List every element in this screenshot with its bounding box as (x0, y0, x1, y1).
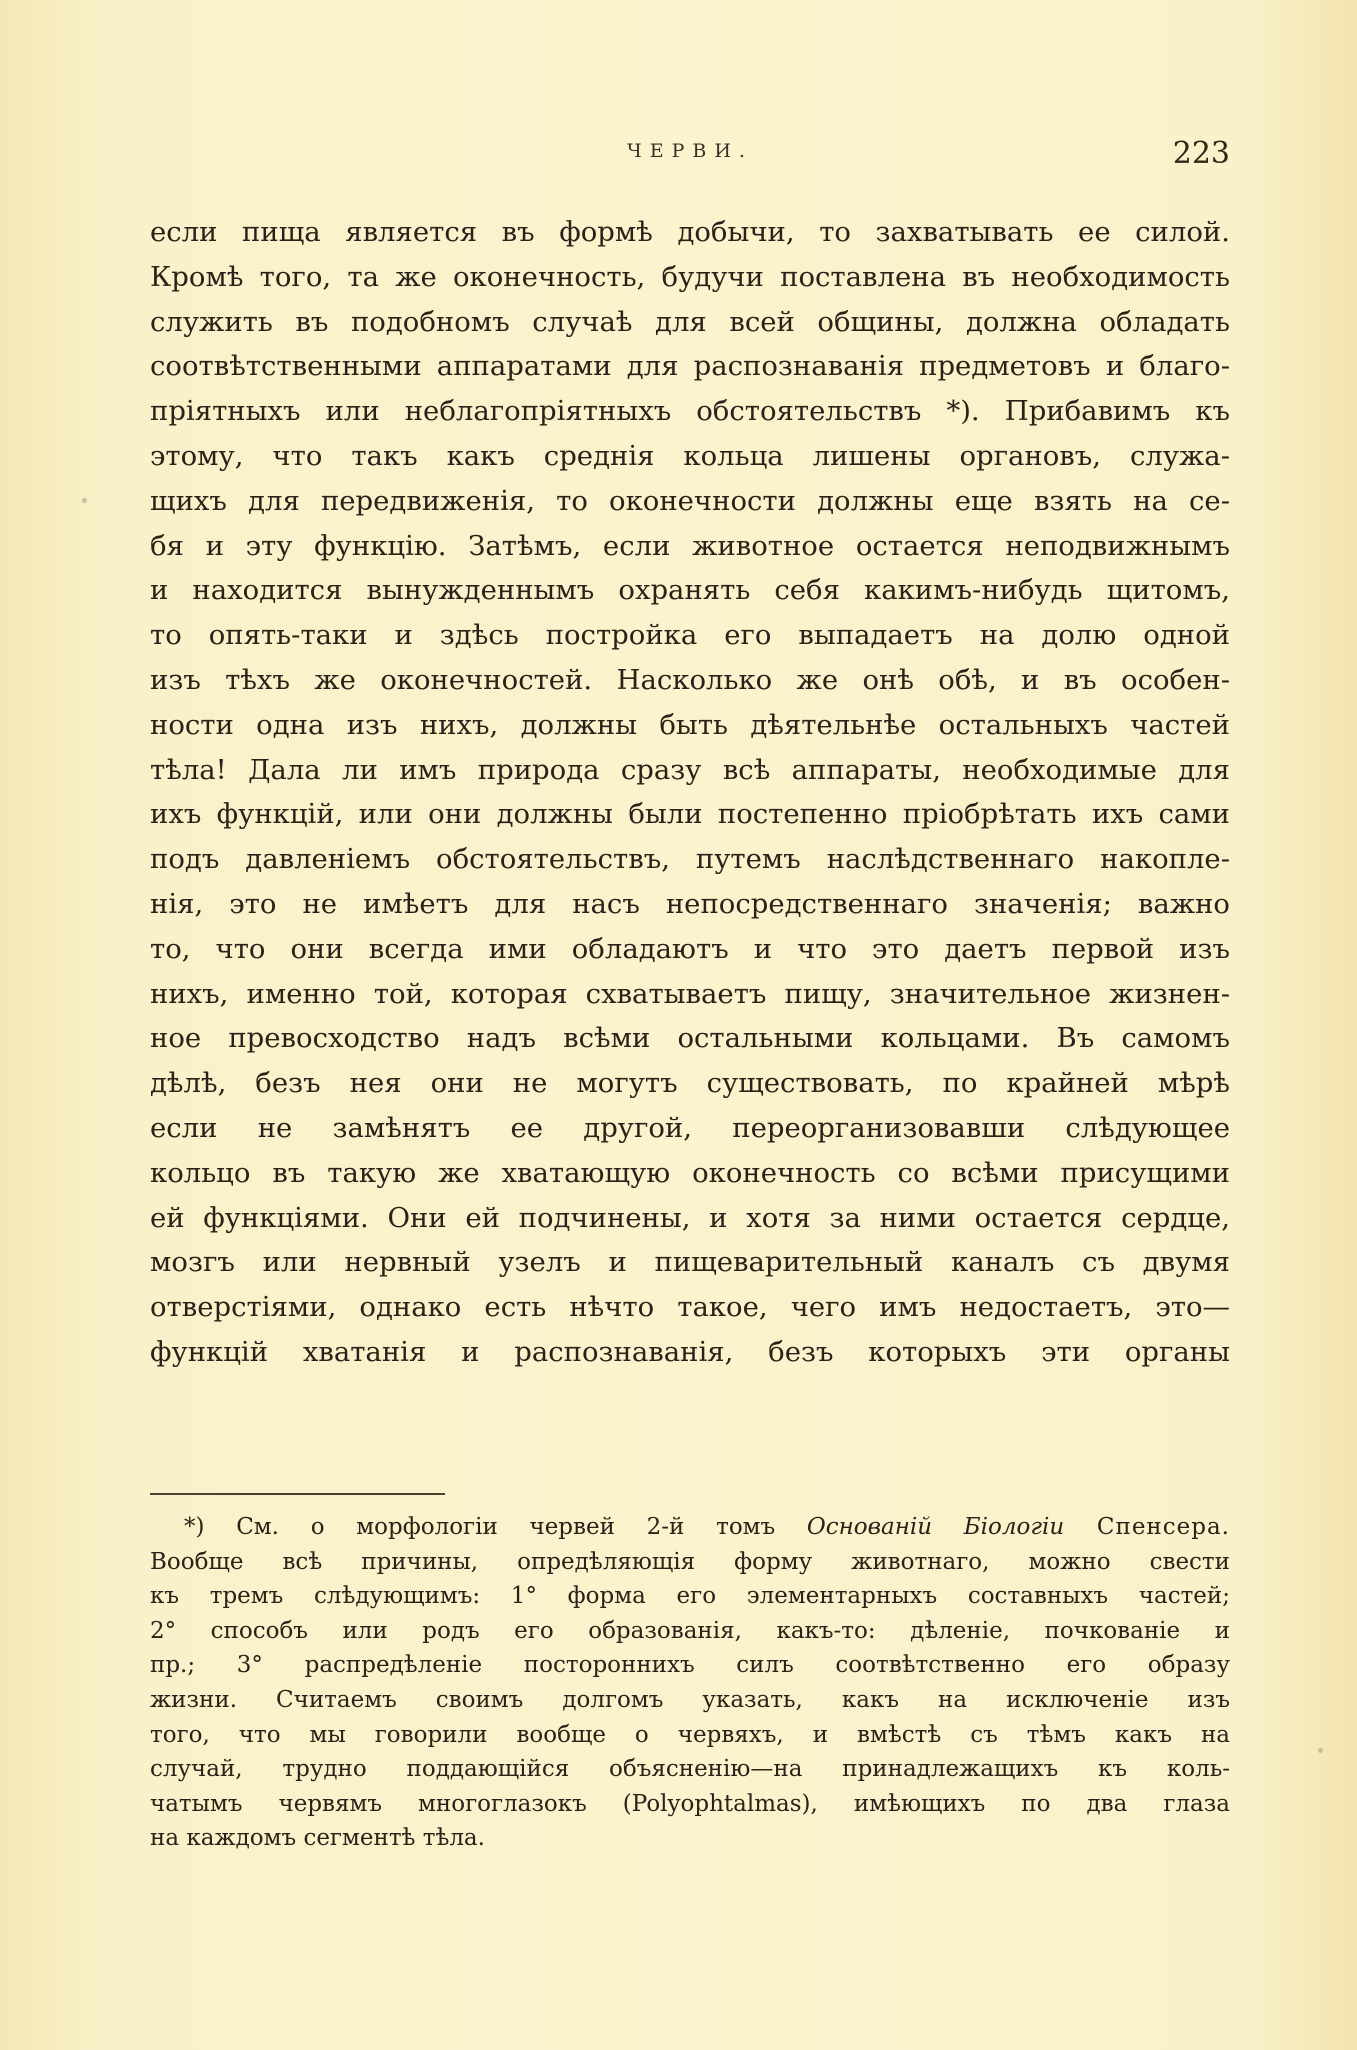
text-line: ное превосходство надъ всѣми остальными кольцами. Въ самомъ (150, 1022, 1230, 1055)
text-line: то опять-таки и здѣсь постройка его выпадаетъ на долю одной (150, 619, 1230, 652)
footnote-line: къ тремъ слѣдующимъ: 1° форма его элементарныхъ составныхъ частей; (150, 1583, 1230, 1610)
text-line: отверстіями, однако есть нѣчто такое, чего имъ недостаетъ, это— (150, 1291, 1230, 1324)
text-line: тѣла! Дала ли имъ природа сразу всѣ аппараты, необходимые для (150, 753, 1230, 786)
footnote (150, 1510, 1230, 1856)
page-header (150, 136, 1230, 176)
text-line: мозгъ или нервный узелъ и пищеварительный каналъ съ двумя (150, 1246, 1230, 1279)
footnote-line: 2° способъ или родъ его образованія, какъ-то: дѣленіе, почкованіе и (150, 1617, 1230, 1644)
footnote-line: того, что мы говорили вообще о червяхъ, и вмѣстѣ съ тѣмъ какъ на (150, 1721, 1230, 1748)
text-line: функцій хватанія и распознаванія, безъ которыхъ эти органы (150, 1335, 1230, 1368)
text-line: ихъ функцій, или они должны были постепенно пріобрѣтать ихъ сами (150, 798, 1230, 831)
paper-speck (1318, 1748, 1323, 1753)
footnote-line: на каждомъ сегментѣ тѣла. (150, 1825, 485, 1852)
footnote-line: случай, трудно поддающійся объясненію—на принадлежащихъ къ коль- (150, 1756, 1230, 1783)
footnote-line: Вообще всѣ причины, опредѣляющія форму животнаго, можно свести (150, 1548, 1230, 1575)
page-number: 223 (1172, 136, 1230, 171)
text-line: если не замѣнятъ ее другой, переорганизовавши слѣдующее (150, 1111, 1230, 1144)
text-line: ности одна изъ нихъ, должны быть дѣятельнѣе остальныхъ частей (150, 708, 1230, 741)
footnote-line: жизни. Считаемъ своимъ долгомъ указать, какъ на исключеніе изъ (150, 1686, 1230, 1713)
text-line: и находится вынужденнымъ охранять себя какимъ-нибудь щитомъ, (150, 574, 1230, 607)
text-line: кольцо въ такую же хватающую оконечность со всѣми присущими (150, 1156, 1230, 1189)
text-line: Кромѣ того, та же оконечность, будучи поставлена въ необходимость (150, 260, 1230, 293)
text-line: пріятныхъ или неблагопріятныхъ обстоятельствъ *). Прибавимъ къ (150, 395, 1230, 428)
footnote-rule (150, 1493, 445, 1495)
footnote-author: Спенсера. (1064, 1514, 1230, 1540)
footnote-marker-text: *) См. о морфологіи червей 2-й томъ (184, 1514, 807, 1540)
text-line: нихъ, именно той, которая схватываетъ пищу, значительное жизнен- (150, 977, 1230, 1010)
text-line: этому, что такъ какъ среднія кольца лишены органовъ, служа- (150, 439, 1230, 472)
text-line: щихъ для передвиженія, то оконечности должны еще взять на се- (150, 484, 1230, 517)
text-line: подъ давленіемъ обстоятельствъ, путемъ наслѣдственнаго накопле- (150, 843, 1230, 876)
footnote-line: пр.; 3° распредѣленіе постороннихъ силъ соотвѣтственно его образу (150, 1652, 1230, 1679)
text-line: то, что они всегда ими обладаютъ и что это даетъ первой изъ (150, 932, 1230, 965)
paper-speck (82, 498, 87, 503)
text-line: соотвѣтственными аппаратами для распознаванія предметовъ и благо- (150, 350, 1230, 383)
text-line: бя и эту функцію. Затѣмъ, если животное остается неподвижнымъ (150, 529, 1230, 562)
text-line: дѣлѣ, безъ нея они не могутъ существовать, по крайней мѣрѣ (150, 1067, 1230, 1100)
text-line: нія, это не имѣетъ для насъ непосредственнаго значенія; важно (150, 887, 1230, 920)
text-line: изъ тѣхъ же оконечностей. Насколько же онѣ обѣ, и въ особен- (150, 663, 1230, 696)
footnote-line (150, 1510, 1230, 1545)
footnote-line: чатымъ червямъ многоглазокъ (Polyophtalmas), имѣющихъ по два глаза (150, 1790, 1230, 1817)
text-line: ей функціями. Они ей подчинены, и хотя за ними остается сердце, (150, 1201, 1230, 1234)
text-line: если пища является въ формѣ добычи, то захватывать ее силой. (150, 216, 1230, 248)
footnote-book-title: Основаній Біологіи (806, 1514, 1065, 1540)
text-line: служить въ подобномъ случаѣ для всей общины, должна обладать (150, 305, 1230, 338)
running-head: ЧЕРВИ. (627, 140, 753, 162)
body-text (150, 210, 1230, 1375)
